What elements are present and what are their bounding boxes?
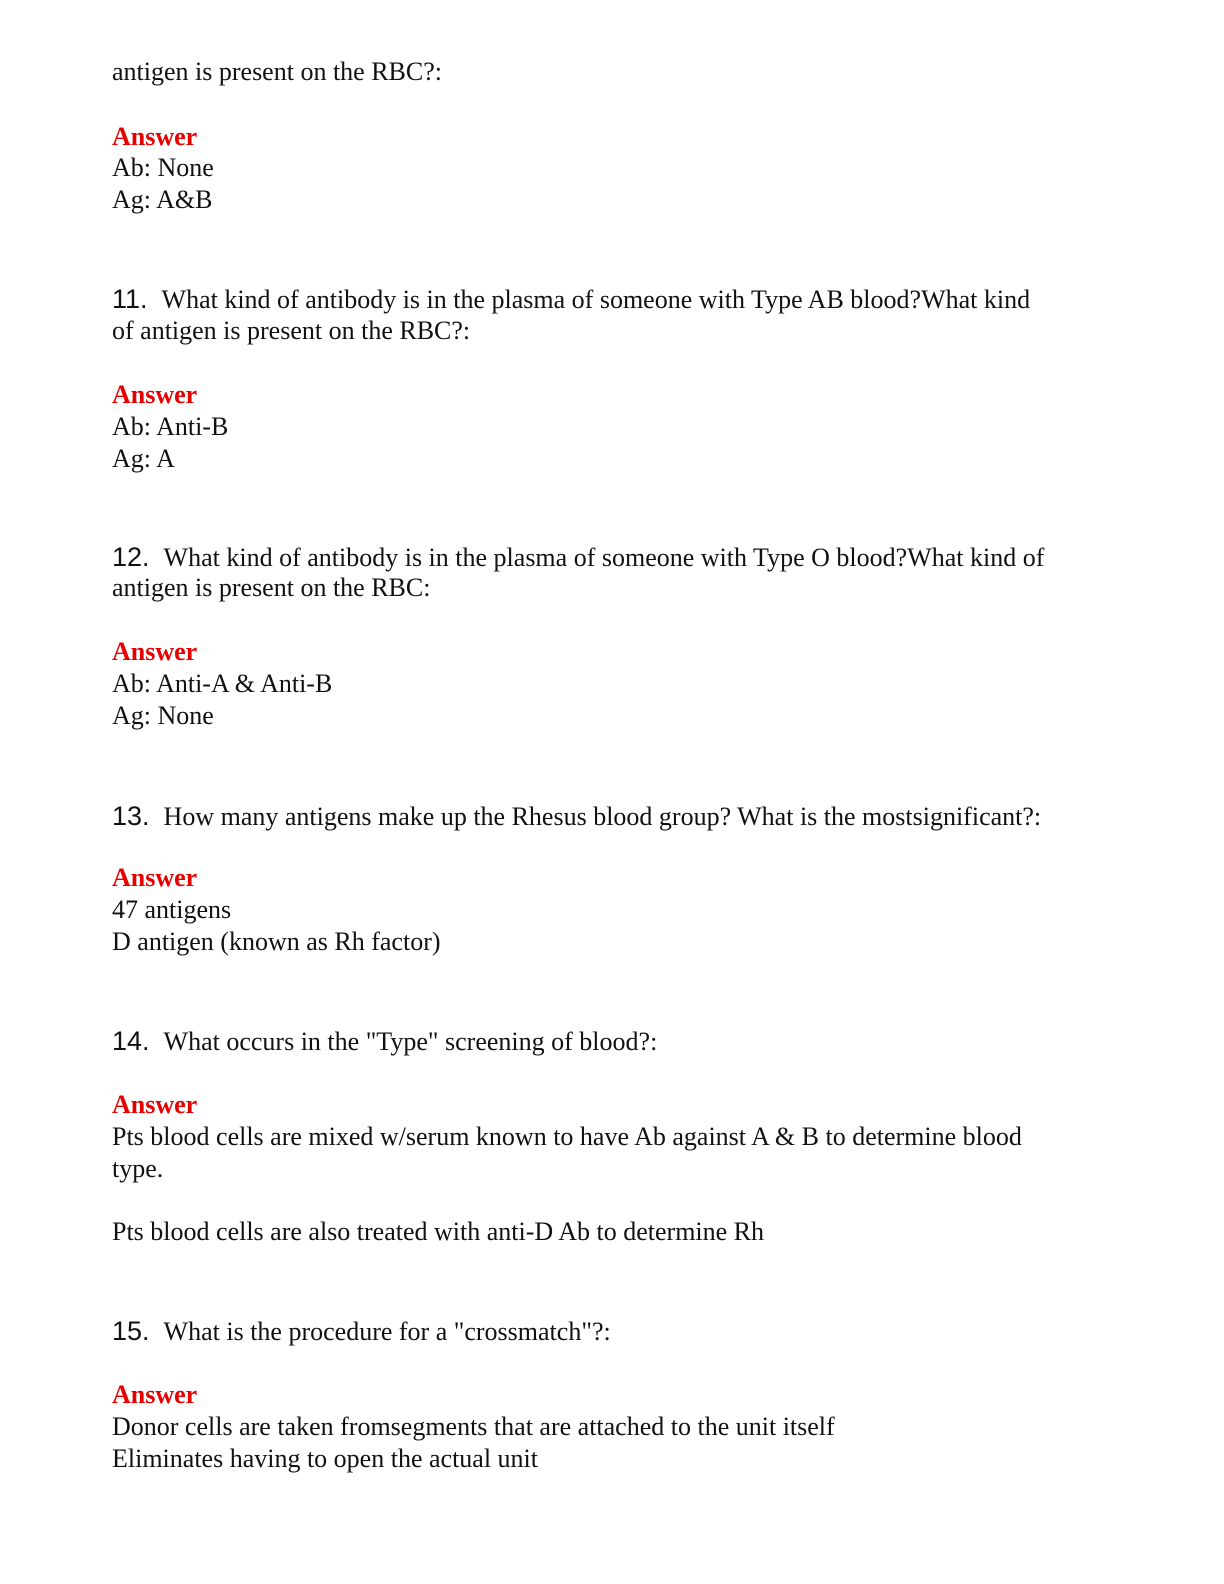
question-number: 12. (112, 542, 150, 572)
question-text: antigen is present on the RBC: (112, 573, 431, 602)
question-number: 11. (112, 284, 148, 314)
question-12 (112, 541, 1044, 574)
question-text: What is the procedure for a "crossmatch"?: (163, 1317, 611, 1346)
question-text: How many antigens make up the Rhesus blood group? What is the mostsignificant?: (163, 802, 1042, 831)
answer-line: Ab: Anti-A & Anti-B (112, 669, 333, 698)
answer-label: Answer (112, 863, 198, 892)
question-text: What kind of antibody is in the plasma of someone with Type O blood?What kind of (163, 543, 1045, 572)
question-15 (112, 1315, 611, 1348)
question-number: 15. (112, 1316, 150, 1346)
answer-line: 47 antigens (112, 895, 232, 924)
answer-label: Answer (112, 1090, 198, 1119)
question-11 (112, 283, 1030, 316)
answer-line: Ab: None (112, 153, 214, 182)
answer-line: Ag: A (112, 444, 175, 473)
answer-line: Ab: Anti-B (112, 412, 229, 441)
question-text: What occurs in the "Type" screening of blood?: (163, 1027, 658, 1056)
answer-line: D antigen (known as Rh factor) (112, 927, 441, 956)
answer-line: Ag: None (112, 701, 214, 730)
answer-label: Answer (112, 122, 198, 151)
answer-line: Eliminates having to open the actual unit (112, 1444, 539, 1473)
answer-line: Pts blood cells are mixed w/serum known to have Ab against A & B to determine blood (112, 1122, 1022, 1151)
answer-label: Answer (112, 1380, 198, 1409)
answer-label: Answer (112, 637, 198, 666)
answer-line: Ag: A&B (112, 185, 213, 214)
question-text: What kind of antibody is in the plasma of someone with Type AB blood?What kind (161, 285, 1031, 314)
answer-line: type. (112, 1154, 164, 1183)
question-13 (112, 800, 1041, 833)
question-number: 14. (112, 1026, 150, 1056)
question-number: 13. (112, 801, 150, 831)
question-text: of antigen is present on the RBC?: (112, 316, 471, 345)
question-14 (112, 1025, 657, 1058)
answer-line: Pts blood cells are also treated with anti-D Ab to determine Rh (112, 1217, 765, 1246)
question-text: antigen is present on the RBC?: (112, 57, 443, 86)
answer-line: Donor cells are taken fromsegments that are attached to the unit itself (112, 1412, 835, 1441)
answer-label: Answer (112, 380, 198, 409)
